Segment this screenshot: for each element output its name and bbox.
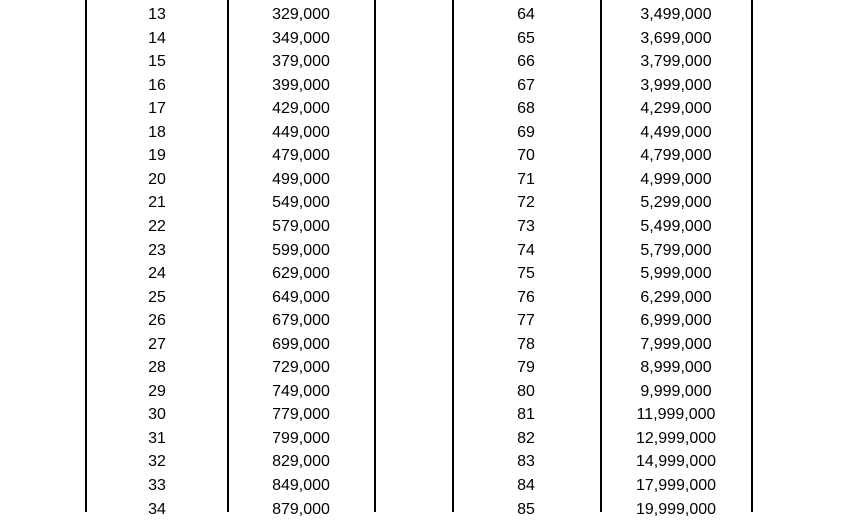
table-border-left	[85, 0, 87, 512]
right-level-cell: 81	[517, 406, 535, 424]
right-level-cell: 83	[517, 453, 535, 471]
right-level-cell: 66	[517, 53, 535, 71]
right-level-cell: 69	[517, 123, 535, 141]
right-price-cell: 8,999,000	[640, 359, 712, 377]
table-border-divider-3	[600, 0, 602, 512]
table-border-divider-2	[452, 0, 454, 512]
right-level-cell: 70	[517, 147, 535, 165]
left-price-cell: 549,000	[272, 194, 330, 212]
right-level-cell: 72	[517, 194, 535, 212]
right-price-cell: 3,499,000	[640, 6, 712, 23]
left-level-cell: 17	[148, 100, 166, 118]
left-price-cell: 729,000	[272, 359, 330, 377]
left-level-cell: 16	[148, 76, 166, 94]
left-level-cell: 33	[148, 477, 166, 494]
left-price-cell: 799,000	[272, 429, 330, 447]
left-level-cell: 13	[148, 6, 166, 23]
right-level-cell: 78	[517, 335, 535, 353]
right-level-cell: 65	[517, 29, 535, 47]
right-price-cell: 5,799,000	[640, 241, 712, 259]
left-level-cell: 18	[148, 123, 166, 141]
left-price-cell: 499,000	[272, 170, 330, 188]
right-price-cell: 5,499,000	[640, 217, 712, 235]
right-price-cell: 4,299,000	[640, 100, 712, 118]
left-level-cell: 22	[148, 217, 166, 235]
right-price-cell: 9,999,000	[640, 382, 712, 400]
left-price-cell: 349,000	[272, 29, 330, 47]
right-price-cell: 14,999,000	[635, 453, 717, 471]
left-price-cell: 649,000	[272, 288, 330, 306]
right-level-cell: 76	[517, 288, 535, 306]
right-price-cell: 3,699,000	[640, 29, 712, 47]
table-border-divider-1	[227, 0, 229, 512]
right-price-cell: 6,999,000	[640, 312, 712, 330]
left-price-cell: 829,000	[272, 453, 330, 471]
right-level-cell: 67	[517, 76, 535, 94]
right-level-cell: 68	[517, 100, 535, 118]
right-level-cell: 80	[517, 382, 535, 400]
left-price-cell: 599,000	[272, 241, 330, 259]
left-level-cell: 27	[148, 335, 166, 353]
left-price-cell: 429,000	[272, 100, 330, 118]
right-price-cell: 3,999,000	[640, 76, 712, 94]
left-price-cell: 699,000	[272, 335, 330, 353]
left-price-cell: 329,000	[272, 6, 330, 23]
right-level-cell: 79	[517, 359, 535, 377]
left-price-cell: 479,000	[272, 147, 330, 165]
left-price-cell: 629,000	[272, 265, 330, 283]
right-price-cell: 5,299,000	[640, 194, 712, 212]
left-level-cell: 29	[148, 382, 166, 400]
right-price-cell: 4,999,000	[640, 170, 712, 188]
table-border-middle	[374, 0, 376, 512]
right-price-cell: 19,999,000	[635, 500, 717, 518]
left-price-cell: 849,000	[272, 477, 330, 494]
left-level-cell: 30	[148, 406, 166, 424]
right-level-cell: 77	[517, 312, 535, 330]
left-price-cell: 879,000	[272, 500, 330, 518]
right-price-cell: 4,499,000	[640, 123, 712, 141]
left-level-cell: 24	[148, 265, 166, 283]
left-level-cell: 25	[148, 288, 166, 306]
right-level-cell: 85	[517, 500, 535, 518]
right-price-cell: 11,999,000	[636, 406, 716, 424]
left-level-cell: 23	[148, 241, 166, 259]
right-level-cell: 84	[517, 477, 535, 494]
left-price-cell: 749,000	[272, 382, 330, 400]
table-border-right	[751, 0, 753, 512]
left-level-cell: 28	[148, 359, 166, 377]
right-level-cell: 82	[517, 429, 535, 447]
left-level-cell: 14	[148, 29, 166, 47]
left-price-cell: 399,000	[272, 76, 330, 94]
right-level-cell: 75	[517, 265, 535, 283]
left-price-cell: 779,000	[272, 406, 330, 424]
right-level-cell: 74	[517, 241, 535, 259]
left-price-cell: 449,000	[272, 123, 330, 141]
right-level-cell: 71	[517, 170, 535, 188]
left-level-cell: 32	[148, 453, 166, 471]
left-level-cell: 31	[148, 429, 166, 447]
left-level-cell: 19	[148, 147, 166, 165]
right-price-cell: 7,999,000	[640, 335, 712, 353]
left-level-cell: 21	[148, 194, 166, 212]
left-price-cell: 579,000	[272, 217, 330, 235]
right-price-cell: 6,299,000	[640, 288, 712, 306]
left-level-cell: 15	[148, 53, 166, 71]
right-price-cell: 4,799,000	[640, 147, 712, 165]
left-price-cell: 679,000	[272, 312, 330, 330]
left-level-cell: 34	[148, 500, 166, 518]
right-price-cell: 3,799,000	[640, 53, 712, 71]
right-price-cell: 12,999,000	[635, 429, 717, 447]
left-level-cell: 20	[148, 170, 166, 188]
left-price-cell: 379,000	[272, 53, 330, 71]
left-level-cell: 26	[148, 312, 166, 330]
right-price-cell: 5,999,000	[640, 265, 712, 283]
right-price-cell: 17,999,000	[635, 477, 717, 494]
right-level-cell: 73	[517, 217, 535, 235]
right-level-cell: 64	[517, 6, 535, 23]
